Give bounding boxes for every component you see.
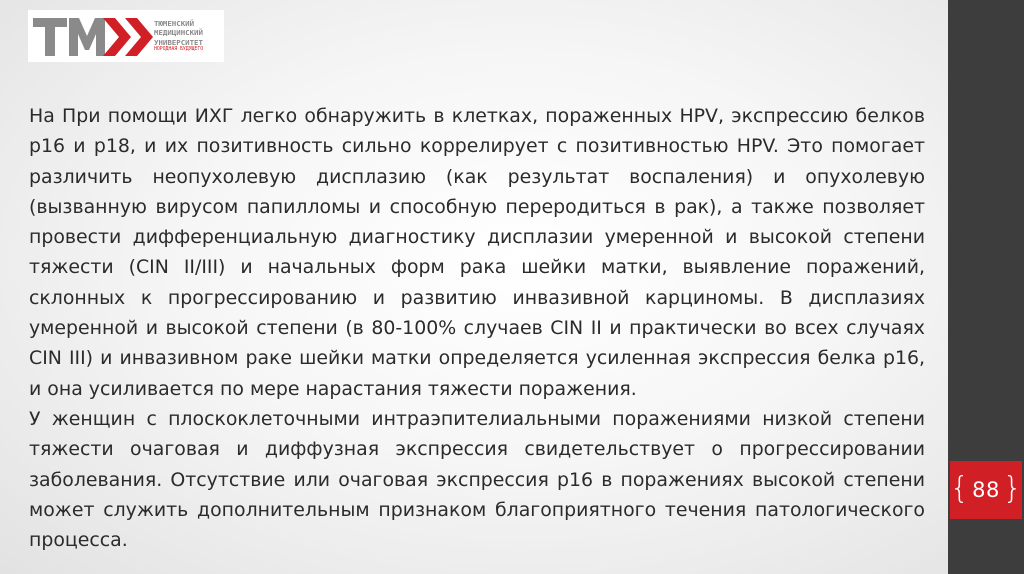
left-brace-icon: { — [950, 471, 970, 506]
logo-line-3: УНИВЕРСИТЕТ — [154, 37, 203, 47]
logo-line-1: ТЮМЕНСКИЙ — [154, 19, 195, 28]
logo-tagline: НОРОДНАЯ БУДУЩЕГО — [154, 47, 204, 53]
right-brace-icon: } — [1002, 471, 1022, 506]
university-logo — [28, 10, 224, 62]
page-number: 88 — [972, 478, 1000, 502]
logo-text — [154, 19, 203, 53]
tmu-logo-mark-icon — [31, 14, 153, 60]
page-number-badge — [950, 461, 1022, 519]
paragraph-2: У женщин с плоскоклеточными интраэпителиальными поражениями низкой степени тяжести очаговая и диффузная экспрессия свидетельствует о прогрессировании заболевания. Отсутствие или очаговая экспрессия p16 в поражениях высокой степени может служить дополнительным признаком благоприятного течения патологического процесса. — [29, 407, 925, 552]
paragraph-1: На При помощи ИХГ легко обнаружить в клетках, пораженных HPV, экспрессию белков p16 и p18, и их позитивность сильно коррелирует с позитивностью HPV. Это помогает различить неопухолевую дисплазию (как результат воспаления) и опухолевую (вызванную вирусом папилломы и способную переродиться в рак), а также позволяет провести дифференциальную диагностику дисплазии умеренной и высокой степени тяжести (CIN II/III) и начальных форм рака шейки матки, выявление поражений, склонных к прогрессированию и развитию инвазивной карциномы. В дисплазиях умеренной и высокой степени (в 80-100% случаев CIN II и практически во всех случаях CIN III) и инвазивном раке шейки матки определяется усиленная экспрессия белка p16, и она усиливается по мере нарастания тяжести поражения. — [29, 105, 925, 400]
logo-line-2: МЕДИЦИНСКИЙ — [154, 28, 203, 38]
slide-body-text — [29, 101, 925, 555]
